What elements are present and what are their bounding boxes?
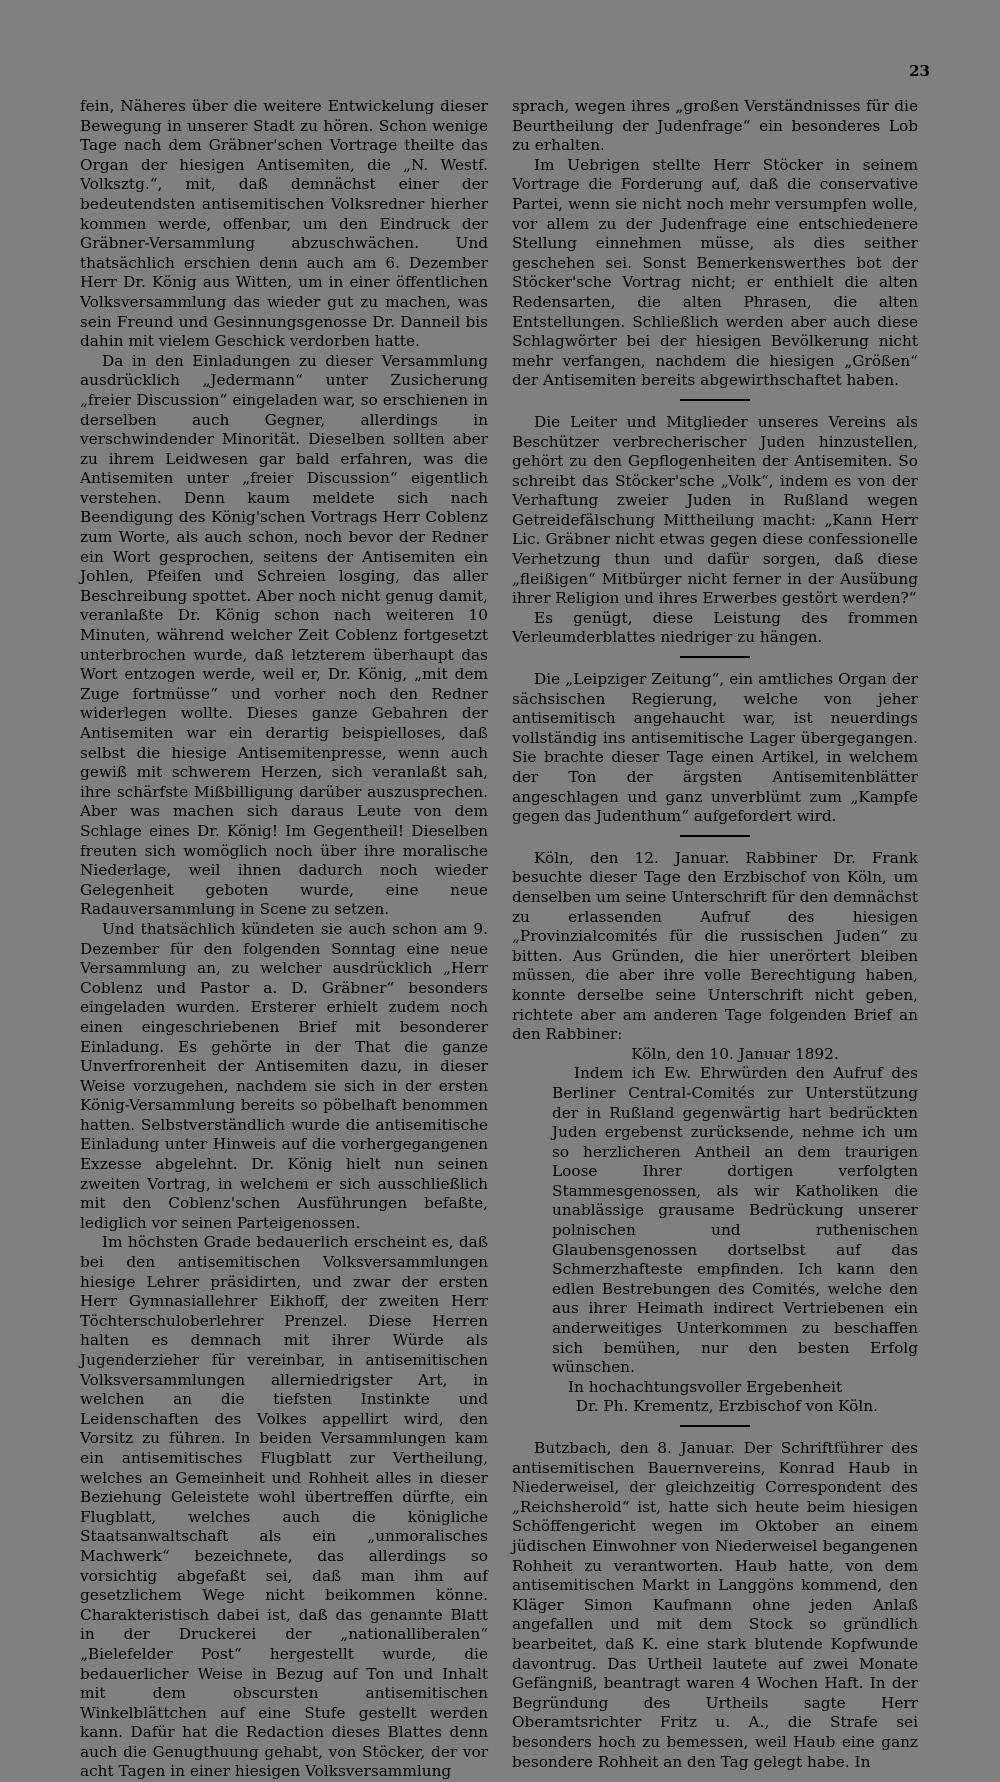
quoted-letter xyxy=(552,1045,918,1417)
letter-greeting: In hochachtungsvoller Ergebenheit xyxy=(568,1377,843,1396)
paragraph: Köln, den 12. Januar. Rabbiner Dr. Frank besuchte dieser Tage den Erzbischof von Köln, um denselben um seine Unterschrift für den demnächst zu erlassenden Aufruf des hiesigen „Provinzialcomités für die russischen Juden“ zu bitten. Aus Gründen, die hier unerörtert bleiben müssen, die aber ihre volle Berechtigung haben, konnte derselbe seine Unterschrift nicht geben, richtete aber am anderen Tage folgenden Brief an den Rabbiner: xyxy=(512,848,918,1044)
paragraph: Da in den Einladungen zu dieser Versammlung ausdrücklich „Jedermann“ unter Zusicherung „freier Discussion“ eingeladen war, so erschienen in derselben auch Gegner, allerdings in verschwindender Minorität. Dieselben sollten aber zu ihrem Leidwesen gar bald erfahren, was die Antisemiten unter „freier Discussion“ eigentlich verstehen. Denn kaum meldete sich nach Beendigung des König'schen Vortrags Herr Coblenz zum Worte, als auch schon, noch bevor der Redner ein Wort gesprochen, seitens der Antisemiten ein Johlen, Pfeifen und Schreien losging, das aller Beschreibung spottet. Aber noch nicht genug damit, veranlaßte Dr. König schon nach weiteren 10 Minuten, während welcher Zeit Coblenz fortgesetzt unterbrochen wurde, daß letzterem überhaupt das Wort entzogen werde, weil er, Dr. König, „mit dem Zuge fortmüsse“ und vorher noch den Redner widerlegen wollte. Dieses ganze Gebahren der Antisemiten war ein derartig beispielloses, daß selbst die hiesige Antisemitenpresse, wenn auch gewiß mit schwerem Herzen, sich veranlaßt sah, ihre schärfste Mißbilligung darüber auszusprechen. Aber was machen sich daraus Leute von dem Schlage eines Dr. König! Im Gegentheil! Dieselben freuten sich womöglich noch über ihre moralische Niederlage, weil ihnen dadurch noch wieder Gelegenheit geboten wurde, eine neue Radauversammlung in Scene zu setzen. xyxy=(80,351,488,919)
paragraph: Im höchsten Grade bedauerlich erscheint es, daß bei den antisemitischen Volksversammlungen hiesige Lehrer präsidirten, und zwar der ersten Herr Gymnasiallehrer Eikhoff, der zweiten Herr Töchterschuloberlehrer Prenzel. Diese Herren halten es demnach mit ihrer Würde als Jugenderzieher für vereinbar, in antisemitischen Volksversammlungen allerniedrigster Art, in welchen an die tiefsten Instinkte und Leidenschaften des Volkes appellirt wird, den Vorsitz zu führen. In beiden Versammlungen kam ein antisemitisches Flugblatt zur Vertheilung, welches an Gemeinheit und Rohheit alles in dieser Beziehung Geleistete wohl übertreffen dürfte, ein Flugblatt, welches auch die königliche Staatsanwaltschaft als ein „unmoralisches Machwerk“ bezeichnete, das allerdings so vorsichtig abgefaßt sei, daß man ihm auf gesetzlichem Wege nicht beikommen könne. Charakteristisch dabei ist, daß das genannte Blatt in der Druckerei der „nationalliberalen“ „Bielefelder Post“ hergestellt wurde, die bedauerlicher Weise in Bezug auf Ton und Inhalt mit dem obscursten antisemitischen Winkelblättchen auf eine Stufe gestellt werden kann. Dafür hat die Redaction dieses Blattes denn auch die Genugthuung gehabt, von Stöcker, der vor acht Tagen in einer hiesigen Volksversammlung xyxy=(80,1233,488,1781)
section-divider xyxy=(680,656,750,658)
section-divider xyxy=(680,399,750,401)
section-divider xyxy=(680,1425,750,1427)
paragraph: sprach, wegen ihres „großen Verständnisses für die Beurtheilung der Judenfrage“ ein besonderes Lob zu erhalten. xyxy=(512,97,918,155)
letter-date: Köln, den 10. Januar 1892. xyxy=(631,1044,839,1063)
section-divider xyxy=(680,835,750,837)
letter-signature: Dr. Ph. Krementz, Erzbischof von Köln. xyxy=(575,1397,878,1416)
paragraph: Die Leiter und Mitglieder unseres Vereins als Beschützer verbrecherischer Juden hinzustellen, gehört zu den Gepflogenheiten der Antisemiten. So schreibt das Stöcker'sche „Volk“, indem es von der Verhaftung zweier Juden in Rußland wegen Getreidefälschung Mittheilung macht: „Kann Herr Lic. Gräbner nicht etwas gegen diese confessionelle Verhetzung thun und dafür sorgen, daß diese „fleißigen“ Mitbürger nicht ferner in der Ausübung ihrer Religion und ihres Erwerbes gestört werden?“ xyxy=(512,412,918,608)
right-column xyxy=(512,97,918,1772)
paragraph: Und thatsächlich kündeten sie auch schon am 9. Dezember für den folgenden Sonntag eine neue Versammlung an, zu welcher ausdrücklich „Herr Coblenz und Pastor a. D. Gräbner“ besonders eingeladen wurden. Ersterer erhielt zudem noch einen eingeschriebenen Brief mit besonderer Einladung. Es gehörte in der That die ganze Unverfrorenheit der Antisemiten dazu, in dieser Weise vorzugehen, nachdem sie sich in der ersten König-Versammlung bereits so pöbelhaft benommen hatten. Selbstverständlich wurde die antisemitische Einladung unter Hinweis auf die vorhergegangenen Exzesse abgelehnt. Dr. König hielt nun seinen zweiten Vortrag, in welchem er sich ausschließlich mit den Coblenz'schen Ausführungen befaßte, lediglich vor seinen Parteigenossen. xyxy=(80,919,488,1232)
left-column xyxy=(80,97,488,1782)
paragraph: Die „Leipziger Zeitung“, ein amtliches Organ der sächsischen Regierung, welche von jeher antisemitisch angehaucht war, ist neuerdings vollständig ins antisemitische Lager übergegangen. Sie brachte dieser Tage einen Artikel, in welchem der Ton der ärgsten Antisemitenblätter angeschlagen und ganz unverblümt zum „Kampfe gegen das Judenthum“ aufgefordert wird. xyxy=(512,670,918,826)
paragraph: fein, Näheres über die weitere Entwickelung dieser Bewegung in unserer Stadt zu hören. Schon wenige Tage nach dem Gräbner'schen Vortrage theilte das Organ der hiesigen Antisemiten, die „N. Westf. Volksztg.“, mit, daß demnächst einer der bedeutendsten antisemitischen Volksredner hierher kommen werde, offenbar, um den Eindruck der Gräbner-Versammlung abzuschwächen. Und thatsächlich erschien denn auch am 6. Dezember Herr Dr. König aus Witten, um in einer öffentlichen Volksversammlung das wieder gut zu machen, was sein Freund und Gesinnungsgenosse Dr. Danneil bis dahin mit vielem Geschick verdorben hatte. xyxy=(80,97,488,351)
paragraph: Im Uebrigen stellte Herr Stöcker in seinem Vortrage die Forderung auf, daß die conservative Partei, wenn sie nicht noch mehr versumpfen wolle, vor allem zu der Judenfrage eine entschiedenere Stellung einnehmen müsse, als dies seither geschehen sei. Sonst Bemerkenswerthes bot der Stöcker'sche Vortrag nicht; er enthielt die alten Redensarten, die alten Phrasen, die alten Entstellungen. Schließlich werden aber auch diese Schlagwörter bei der hiesigen Bevölkerung nicht mehr verfangen, nachdem die hiesigen „Größen“ der Antisemiten bereits abgewirthschaftet haben. xyxy=(512,155,918,390)
page-number: 23 xyxy=(909,62,930,80)
paragraph: Es genügt, diese Leistung des frommen Verleumderblattes niedriger zu hängen. xyxy=(512,608,918,647)
letter-body: Indem ich Ew. Ehrwürden den Aufruf des Berliner Central-Comités zur Unterstützung der in Rußland gegenwärtig hart bedrückten Juden ergebenst zurücksende, nehme ich um so herzlicheren Antheil an dem traurigen Loose Ihrer dortigen verfolgten Stammesgenossen, als wir Katholiken die unablässige grausame Bedrückung unserer polnischen und ruthenischen Glaubensgenossen dortselbst auf das Schmerzhafteste empfinden. Ich kann den edlen Bestrebungen des Comités, welche den aus ihrer Heimath indirect Vertriebenen ein anderweitiges Unterkommen zu beschaffen sich bemühen, nur den besten Erfolg wünschen. xyxy=(552,1064,918,1377)
paragraph: Butzbach, den 8. Januar. Der Schriftführer des antisemitischen Bauernvereins, Konrad Haub in Niederweisel, der gleichzeitig Correspondent des „Reichsherold“ ist, hatte sich heute beim hiesigen Schöffengericht wegen im Oktober an einem jüdischen Einwohner von Niederweisel begangenen Rohheit zu verantworten. Haub hatte, von dem antisemitischen Markt in Langgöns kommend, den Kläger Simon Kaufmann ohne jeden Anlaß angefallen und mit dem Stock so gründlich bearbeitet, daß K. eine stark blutende Kopfwunde davontrug. Das Urtheil lautete auf zwei Monate Gefängniß, beantragt waren 4 Wochen Haft. In der Begründung des Urtheils sagte Herr Oberamtsrichter Fritz u. A., die Strafe sei besonders hoch zu bemessen, weil Haub eine ganz besondere Rohheit an den Tag gelegt habe. In xyxy=(512,1439,918,1771)
